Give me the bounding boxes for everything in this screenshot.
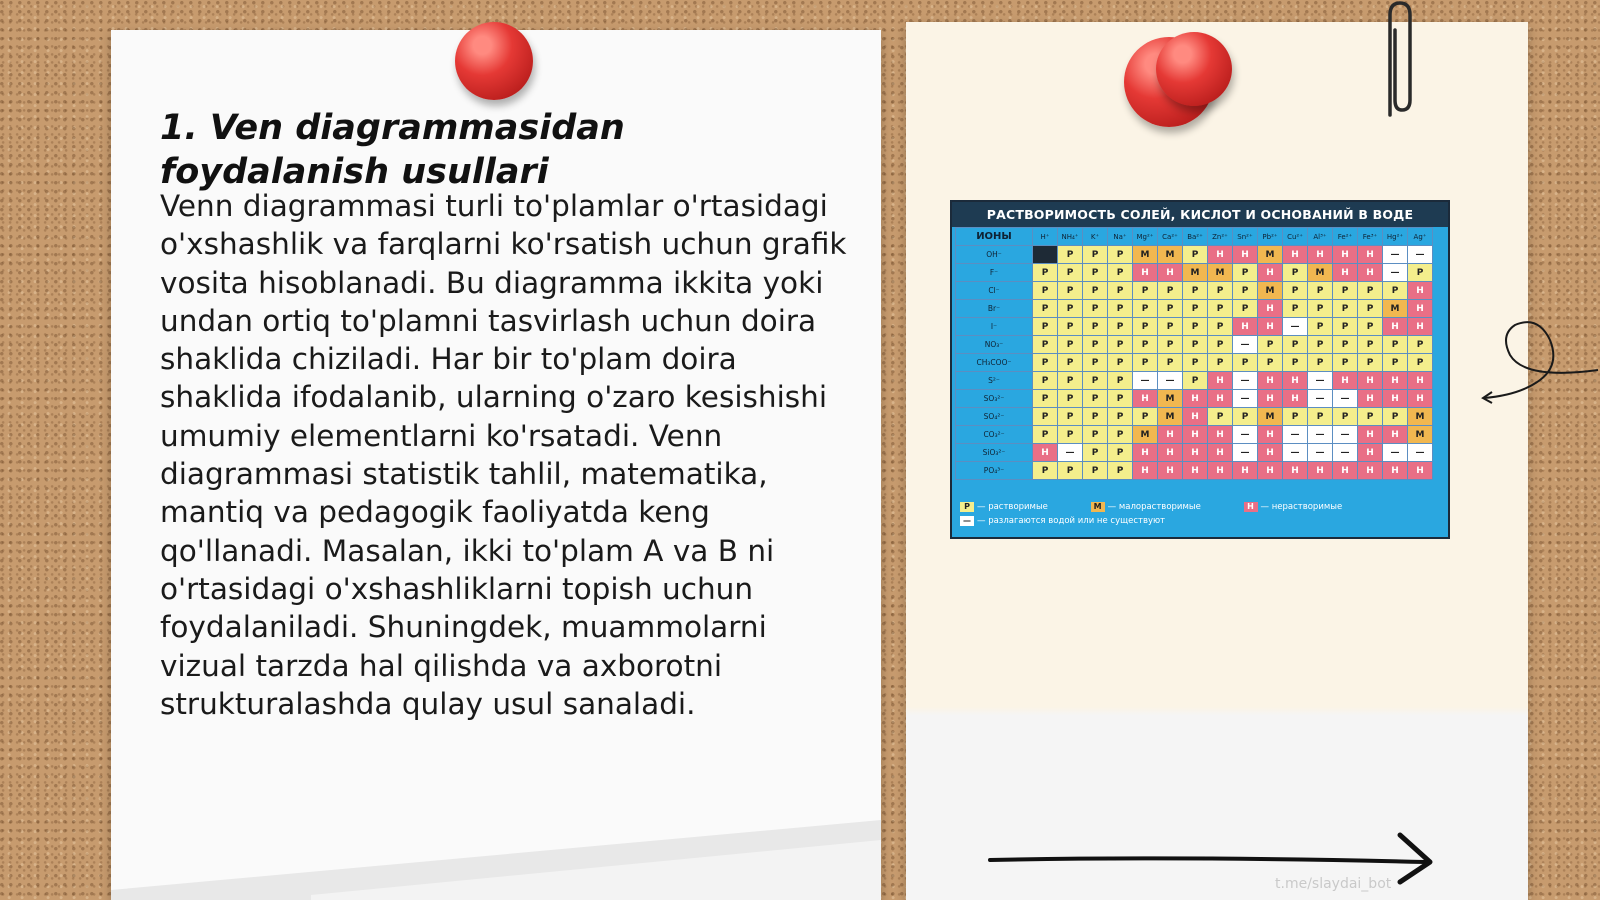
cation-header: Fe²⁺ (1333, 228, 1358, 246)
solubility-cell: Р (1033, 336, 1058, 354)
table-row (956, 354, 1433, 372)
solubility-cell: Р (1083, 390, 1108, 408)
solubility-cell: Р (1033, 408, 1058, 426)
solubility-cell: Р (1258, 354, 1283, 372)
solubility-cell: Р (1083, 246, 1108, 264)
table-row (956, 426, 1433, 444)
solubility-cell: Р (1208, 282, 1233, 300)
solubility-cell: Н (1158, 264, 1183, 282)
legend-decompose: — — разлагаются водой или не существуют (960, 516, 1165, 526)
solubility-cell: Н (1258, 444, 1283, 462)
solubility-cell: Р (1208, 318, 1233, 336)
solubility-cell: Р (1058, 246, 1083, 264)
solubility-cell: Р (1083, 354, 1108, 372)
solubility-cell: Р (1208, 336, 1233, 354)
solubility-cell: М (1183, 264, 1208, 282)
solubility-cell: М (1208, 264, 1233, 282)
solubility-cell: Р (1108, 390, 1133, 408)
cation-header: Al³⁺ (1308, 228, 1333, 246)
solubility-cell: — (1408, 246, 1433, 264)
solubility-cell: Р (1308, 354, 1333, 372)
solubility-cell: Н (1333, 264, 1358, 282)
solubility-cell: Р (1358, 354, 1383, 372)
body-paragraph: Venn diagrammasi turli to'plamlar o'rtasidagi o'xshashlik va farqlarni ko'rsatish uchun grafik vosita hisoblanadi. Bu diagramma ikkita yoki undan ortiq to'plamni tasvirlash uchun doira shaklida chiziladi. Har bir to'plam doira shaklida ifodalanib, ularning o'zaro kesishishi umumiy elementlarni ko'rsatadi. Venn diagrammasi statistik tahlil, matematika, mantiq va pedagogik faoliyatda keng qo'llanadi. Masalan, ikki to'plam A va B ni o'rtasidagi o'xshashliklarni topish uchun foydalaniladi. Shuningdek, muammolarni vizual tarzda hal qilishda va axborotni strukturalashda qulay usul sanaladi. (160, 189, 847, 721)
solubility-cell: Р (1333, 282, 1358, 300)
solubility-cell: Н (1358, 390, 1383, 408)
table-row (956, 318, 1433, 336)
solubility-cell: — (1233, 426, 1258, 444)
solubility-cell: Н (1183, 390, 1208, 408)
solubility-cell: Р (1383, 354, 1408, 372)
solubility-cell: Р (1133, 336, 1158, 354)
solubility-cell: Р (1058, 318, 1083, 336)
cation-header: Sn²⁺ (1233, 228, 1258, 246)
solubility-cell: Р (1233, 300, 1258, 318)
solubility-cell: Р (1358, 336, 1383, 354)
solubility-cell: Р (1058, 408, 1083, 426)
solubility-cell: Р (1183, 318, 1208, 336)
solubility-cell: Р (1083, 426, 1108, 444)
solubility-cell: Р (1208, 408, 1233, 426)
solubility-cell: — (1383, 246, 1408, 264)
legend-insoluble: Н — нерастворимые (1244, 502, 1343, 512)
solubility-cell: Р (1408, 354, 1433, 372)
table-row (956, 372, 1433, 390)
solubility-cell: Н (1233, 462, 1258, 480)
solubility-cell: Р (1058, 336, 1083, 354)
solubility-cell: Р (1133, 300, 1158, 318)
solubility-cell: Р (1133, 318, 1158, 336)
cation-header: NH₄⁺ (1058, 228, 1083, 246)
solubility-cell: Р (1133, 354, 1158, 372)
solubility-cell: Р (1158, 336, 1183, 354)
solubility-cell: Р (1158, 318, 1183, 336)
solubility-cell: Н (1358, 264, 1383, 282)
table-row (956, 282, 1433, 300)
solubility-cell: Р (1033, 354, 1058, 372)
solubility-cell: — (1333, 390, 1358, 408)
anion-label: CO₃²⁻ (956, 426, 1033, 444)
anion-label: S²⁻ (956, 372, 1033, 390)
solubility-cell: — (1383, 264, 1408, 282)
solubility-cell: Р (1108, 354, 1133, 372)
solubility-cell: Р (1183, 300, 1208, 318)
solubility-cell: Р (1158, 300, 1183, 318)
solubility-cell: Р (1108, 300, 1133, 318)
torn-paper-edge (111, 800, 881, 900)
solubility-cell: — (1308, 426, 1333, 444)
solubility-cell: Р (1133, 282, 1158, 300)
solubility-cell: Р (1108, 462, 1133, 480)
solubility-cell: Р (1283, 336, 1308, 354)
solubility-cell: Н (1258, 264, 1283, 282)
paperclip-icon (1380, 0, 1420, 125)
solubility-cell: Р (1108, 282, 1133, 300)
solubility-cell: — (1233, 390, 1258, 408)
solubility-cell: Р (1308, 318, 1333, 336)
solubility-cell: Р (1308, 336, 1333, 354)
solubility-cell: Н (1133, 264, 1158, 282)
solubility-cell: Р (1183, 336, 1208, 354)
solubility-cell: Н (1208, 390, 1233, 408)
solubility-cell: Р (1183, 282, 1208, 300)
cation-header: Hg²⁺ (1383, 228, 1408, 246)
solubility-cell: Н (1358, 372, 1383, 390)
table-legend (960, 502, 1440, 530)
solubility-cell: Н (1133, 444, 1158, 462)
solubility-cell: — (1233, 444, 1258, 462)
solubility-cell: Н (1133, 462, 1158, 480)
solubility-cell: Н (1183, 408, 1208, 426)
solubility-cell: Н (1358, 246, 1383, 264)
solubility-cell: Р (1308, 282, 1333, 300)
solubility-cell: Н (1308, 462, 1333, 480)
table-row (956, 246, 1433, 264)
table-row (956, 390, 1433, 408)
solubility-cell: Р (1058, 282, 1083, 300)
solubility-cell: Р (1208, 300, 1233, 318)
solubility-cell: Р (1083, 408, 1108, 426)
cation-header: Mg²⁺ (1133, 228, 1158, 246)
solubility-cell: Р (1283, 264, 1308, 282)
solubility-cell: Н (1258, 372, 1283, 390)
anion-label: CH₃COO⁻ (956, 354, 1033, 372)
solubility-cell: М (1308, 264, 1333, 282)
legend-slightly-soluble: М — малорастворимые (1091, 502, 1201, 512)
page-title: 1. Ven diagrammasidan foydalanish usullari (160, 108, 625, 192)
solubility-cell: Н (1383, 372, 1408, 390)
solubility-cell: Р (1358, 282, 1383, 300)
solubility-cell: Р (1033, 390, 1058, 408)
solubility-cell: Р (1108, 426, 1133, 444)
solubility-cell: Р (1108, 372, 1133, 390)
solubility-cell: Р (1058, 426, 1083, 444)
solubility-cell: — (1333, 444, 1358, 462)
solubility-cell: Р (1183, 372, 1208, 390)
anion-label: PO₄³⁻ (956, 462, 1033, 480)
table-row (956, 462, 1433, 480)
solubility-cell: Р (1358, 318, 1383, 336)
solubility-cell: Н (1233, 246, 1258, 264)
anion-label: F⁻ (956, 264, 1033, 282)
table-row (956, 444, 1433, 462)
table-row (956, 408, 1433, 426)
solubility-cell: Р (1333, 318, 1358, 336)
table-row (956, 336, 1433, 354)
solubility-cell: Р (1233, 354, 1258, 372)
solubility-cell: Р (1233, 408, 1258, 426)
solubility-cell: — (1283, 318, 1308, 336)
solubility-cell: Н (1158, 462, 1183, 480)
solubility-cell: Н (1283, 372, 1308, 390)
solubility-table (955, 227, 1433, 480)
solubility-cell: Н (1358, 444, 1383, 462)
solubility-cell: Р (1283, 354, 1308, 372)
solubility-cell: Р (1308, 300, 1333, 318)
solubility-cell: Н (1208, 426, 1233, 444)
solubility-cell: — (1383, 444, 1408, 462)
solubility-cell: Н (1383, 426, 1408, 444)
solubility-cell: Р (1083, 444, 1108, 462)
table-row (956, 264, 1433, 282)
solubility-cell: — (1308, 390, 1333, 408)
solubility-cell: — (1408, 444, 1433, 462)
table-row (956, 300, 1433, 318)
solubility-cell: Н (1408, 372, 1433, 390)
solubility-cell: Р (1158, 354, 1183, 372)
ions-header: ИОНЫ (956, 228, 1033, 246)
solubility-cell: Н (1383, 318, 1408, 336)
solubility-cell: Р (1208, 354, 1233, 372)
solubility-table-image (950, 200, 1450, 539)
solubility-cell: — (1308, 444, 1333, 462)
solubility-cell: Р (1033, 462, 1058, 480)
solubility-cell: — (1158, 372, 1183, 390)
solubility-cell: Р (1308, 408, 1333, 426)
solubility-cell: Р (1183, 354, 1208, 372)
solubility-cell: Н (1408, 282, 1433, 300)
red-pushpin-icon (1156, 32, 1232, 106)
cation-header: Zn²⁺ (1208, 228, 1233, 246)
solubility-cell: Н (1333, 372, 1358, 390)
solubility-cell: Р (1333, 336, 1358, 354)
solubility-cell: Р (1383, 408, 1408, 426)
solubility-cell: — (1233, 336, 1258, 354)
solubility-cell: Р (1383, 282, 1408, 300)
solubility-cell: Н (1258, 318, 1283, 336)
solubility-cell: Р (1058, 372, 1083, 390)
solubility-cell: М (1383, 300, 1408, 318)
anion-label: SO₃²⁻ (956, 390, 1033, 408)
solubility-cell: Р (1283, 300, 1308, 318)
solubility-cell: Н (1033, 444, 1058, 462)
solubility-cell: Н (1383, 390, 1408, 408)
solubility-cell: — (1058, 444, 1083, 462)
solubility-cell: Н (1283, 246, 1308, 264)
solubility-cell: — (1283, 444, 1308, 462)
solubility-cell: М (1258, 408, 1283, 426)
anion-label: Br⁻ (956, 300, 1033, 318)
cation-header: Na⁺ (1108, 228, 1133, 246)
anion-label: I⁻ (956, 318, 1033, 336)
solubility-cell: Р (1358, 300, 1383, 318)
solubility-cell: Н (1283, 390, 1308, 408)
cation-header: K⁺ (1083, 228, 1108, 246)
solubility-cell: М (1158, 390, 1183, 408)
solubility-cell: Р (1108, 318, 1133, 336)
solubility-cell: Н (1208, 246, 1233, 264)
solubility-cell: Р (1033, 264, 1058, 282)
solubility-cell: Р (1033, 426, 1058, 444)
solubility-cell: Р (1133, 408, 1158, 426)
solubility-cell: Р (1033, 300, 1058, 318)
anion-label: SO₄²⁻ (956, 408, 1033, 426)
solubility-cell: Р (1283, 408, 1308, 426)
solubility-cell: Р (1108, 408, 1133, 426)
solubility-cell: Н (1233, 318, 1258, 336)
solubility-cell: Н (1308, 246, 1333, 264)
solubility-cell: Н (1408, 390, 1433, 408)
solubility-cell: Р (1033, 282, 1058, 300)
solubility-cell: Н (1333, 462, 1358, 480)
solubility-cell: Р (1383, 336, 1408, 354)
solubility-cell: М (1408, 426, 1433, 444)
solubility-cell: Р (1058, 300, 1083, 318)
solubility-cell: — (1333, 426, 1358, 444)
solubility-cell: Н (1258, 300, 1283, 318)
solubility-cell: Р (1108, 336, 1133, 354)
solubility-cell: Р (1283, 282, 1308, 300)
solubility-cell: Р (1083, 264, 1108, 282)
solubility-cell: Н (1183, 426, 1208, 444)
solubility-cell: Н (1208, 462, 1233, 480)
solubility-cell: Р (1058, 390, 1083, 408)
solubility-cell: Н (1183, 462, 1208, 480)
solubility-cell: М (1158, 408, 1183, 426)
solubility-cell: Н (1283, 462, 1308, 480)
solubility-cell: Р (1408, 336, 1433, 354)
solubility-cell: Р (1233, 264, 1258, 282)
solubility-cell: Р (1233, 282, 1258, 300)
solubility-cell: Н (1383, 462, 1408, 480)
anion-label: SiO₃²⁻ (956, 444, 1033, 462)
solubility-cell: Р (1333, 408, 1358, 426)
solubility-cell: Р (1058, 462, 1083, 480)
solubility-cell: Н (1158, 426, 1183, 444)
anion-label: Cl⁻ (956, 282, 1033, 300)
solubility-cell: Р (1183, 246, 1208, 264)
cation-header: Ba²⁺ (1183, 228, 1208, 246)
solubility-cell (1033, 246, 1058, 264)
cation-header: Ag⁺ (1408, 228, 1433, 246)
solubility-cell: Р (1108, 444, 1133, 462)
solubility-cell: Н (1408, 318, 1433, 336)
solubility-cell: Р (1358, 408, 1383, 426)
solubility-cell: Н (1333, 246, 1358, 264)
cation-header: Pb²⁺ (1258, 228, 1283, 246)
solubility-cell: Н (1258, 390, 1283, 408)
legend-soluble: Р — растворимые (960, 502, 1048, 512)
solubility-cell: Р (1083, 336, 1108, 354)
solubility-cell: Р (1083, 462, 1108, 480)
solubility-cell: — (1308, 372, 1333, 390)
solubility-cell: Р (1108, 246, 1133, 264)
anion-label: NO₃⁻ (956, 336, 1033, 354)
solubility-cell: Р (1333, 354, 1358, 372)
red-pushpin-icon (455, 22, 533, 100)
solubility-cell: М (1408, 408, 1433, 426)
solubility-cell: — (1133, 372, 1158, 390)
cation-header: H⁺ (1033, 228, 1058, 246)
cation-header: Cu²⁺ (1283, 228, 1308, 246)
solubility-cell: Н (1358, 426, 1383, 444)
solubility-cell: Н (1258, 426, 1283, 444)
solubility-cell: Р (1408, 264, 1433, 282)
solubility-cell: Н (1358, 462, 1383, 480)
solubility-cell: Н (1208, 372, 1233, 390)
solubility-cell: Р (1333, 300, 1358, 318)
solubility-cell: М (1258, 282, 1283, 300)
solubility-cell: Р (1083, 282, 1108, 300)
solubility-cell: Н (1158, 444, 1183, 462)
solubility-cell: Р (1108, 264, 1133, 282)
solubility-cell: М (1133, 246, 1158, 264)
solubility-cell: Н (1408, 300, 1433, 318)
watermark: t.me/slaydai_bot (1275, 876, 1392, 892)
solubility-cell: Р (1033, 372, 1058, 390)
solubility-cell: Р (1033, 318, 1058, 336)
solubility-cell: Р (1058, 264, 1083, 282)
solubility-cell: Р (1083, 300, 1108, 318)
solubility-cell: М (1133, 426, 1158, 444)
cation-header: Fe³⁺ (1358, 228, 1383, 246)
solubility-cell: М (1258, 246, 1283, 264)
solubility-cell: — (1283, 426, 1308, 444)
table-title: РАСТВОРИМОСТЬ СОЛЕЙ, КИСЛОТ И ОСНОВАНИЙ В ВОДЕ (952, 202, 1448, 227)
loop-arrow-doodle-icon (1480, 310, 1600, 410)
cation-header: Ca²⁺ (1158, 228, 1183, 246)
solubility-cell: Р (1058, 354, 1083, 372)
solubility-cell: Н (1258, 462, 1283, 480)
solubility-cell: Р (1083, 372, 1108, 390)
solubility-cell: Р (1158, 282, 1183, 300)
solubility-cell: Н (1183, 444, 1208, 462)
solubility-cell: Н (1133, 390, 1158, 408)
solubility-cell: Н (1208, 444, 1233, 462)
solubility-cell: Р (1258, 336, 1283, 354)
solubility-cell: М (1158, 246, 1183, 264)
solubility-cell: — (1233, 372, 1258, 390)
anion-label: OH⁻ (956, 246, 1033, 264)
solubility-cell: Н (1408, 462, 1433, 480)
solubility-cell: Р (1083, 318, 1108, 336)
